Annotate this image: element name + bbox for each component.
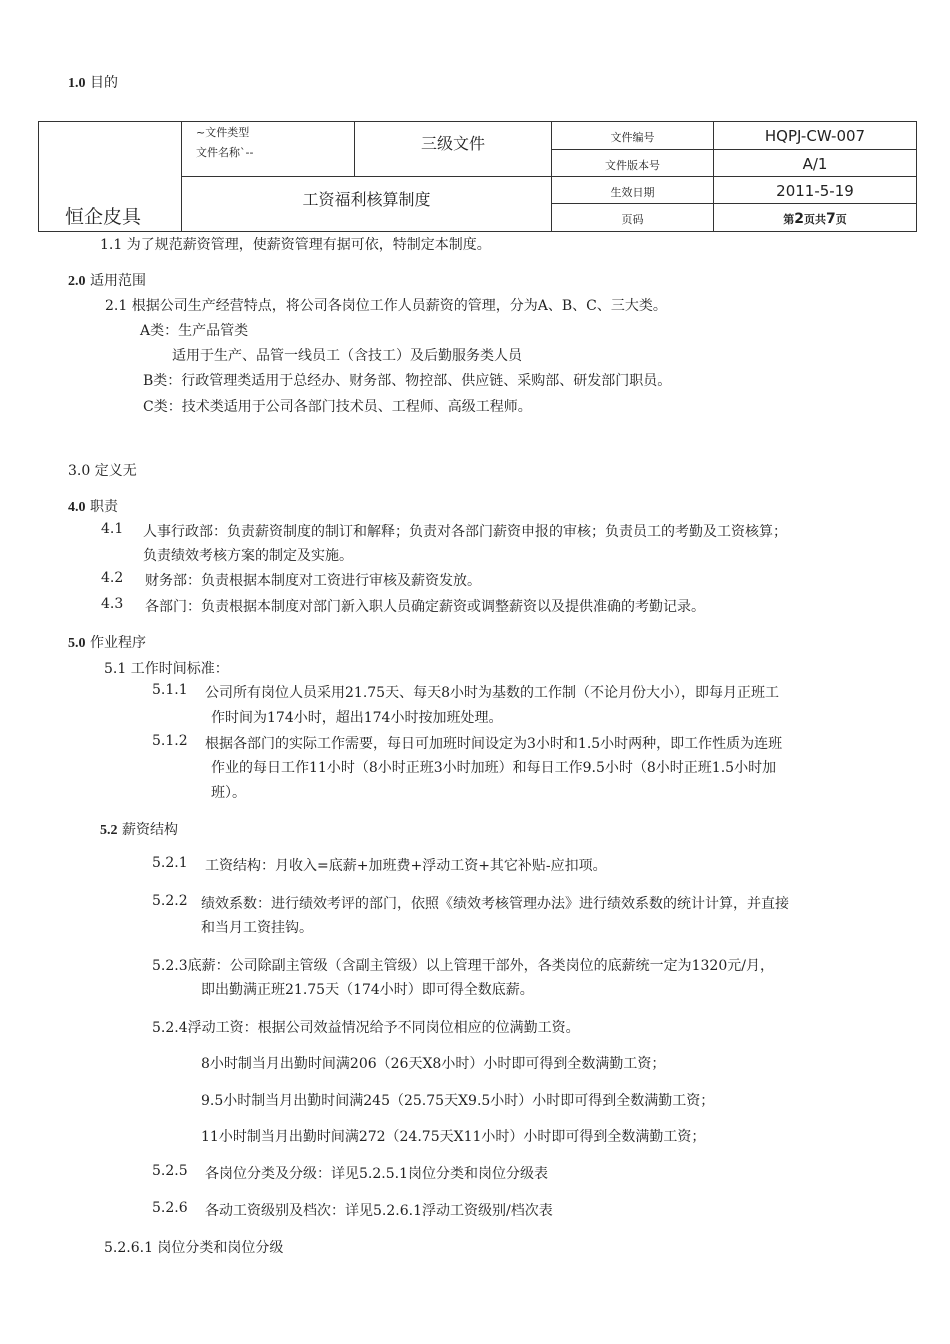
version-label: 文件版本号	[605, 158, 660, 172]
class-a-desc: 适用于生产、品管一线员工（含技工）及后勤服务类人员	[172, 348, 522, 364]
page-mid: 页共	[804, 213, 826, 226]
doc-label-cell	[182, 122, 355, 177]
doc-name-label: 文件名称`--	[196, 146, 254, 159]
item-4-1-line2: 负责绩效考核方案的制定及实施。	[143, 548, 353, 564]
item-5-2-6: 各动工资级别及档次：详见5.2.6.1浮动工资级别/档次表	[205, 1203, 553, 1219]
section-2-heading	[68, 270, 146, 290]
item-5-1-2-line2: 作业的每日工作11小时（8小时正班3小时加班）和每日工作9.5小时（8小时正班1.5小时加	[211, 760, 777, 776]
section-number: 2.0	[68, 274, 86, 289]
item-5-2-5: 各岗位分类及分级：详见5.2.5.1岗位分类和岗位分级表	[205, 1166, 548, 1182]
doc-no-label: 文件编号	[610, 131, 655, 144]
item-number: 5.2.4	[152, 1020, 188, 1036]
section-number: 4.0	[68, 500, 86, 515]
item-5-1-2-line1: 根据各部门的实际工作需要，每日可加班时间设定为3小时和1.5小时两种，即工作性质为连班	[205, 736, 783, 752]
item-5-2-6-1: 5.2.6.1 岗位分类和岗位分级	[104, 1240, 284, 1256]
doc-no: HQPJ-CW-007	[764, 127, 866, 145]
section-number: 5.0	[68, 636, 86, 651]
section-title: 职责	[89, 499, 118, 515]
version: A/1	[802, 154, 828, 173]
item-5-2-3	[152, 955, 774, 975]
page-label-cell	[552, 204, 714, 232]
item-5-2-3-line2: 即出勤满正班21.75天（174小时）即可得全数底薪。	[201, 982, 534, 998]
version-cell	[714, 150, 917, 177]
item-4-3: 各部门：负责根据本制度对部门新入职人员确定薪资或调整薪资以及提供准确的考勤记录。	[145, 599, 705, 615]
item-text: 浮动工资：根据公司效益情况给予不同岗位相应的位满勤工资。	[187, 1020, 580, 1036]
class-b: B类：行政管理类适用于总经办、财务部、物控部、供应链、采购部、研发部门职员。	[143, 373, 672, 389]
item-5-2-1-num: 5.2.1	[152, 855, 188, 871]
item-5-2-2-num: 5.2.2	[152, 893, 188, 909]
item-5-2-2-line1: 绩效系数：进行绩效考评的部门，依照《绩效考核管理办法》进行绩效系数的统计计算，并直接	[201, 896, 789, 912]
page-num: 2	[794, 211, 804, 227]
class-c: C类：技术类适用于公司各部门技术员、工程师、高级工程师。	[143, 399, 532, 415]
section-title: 目的	[89, 75, 118, 91]
item-5-1-2-num: 5.1.2	[152, 733, 188, 749]
doc-type-label: ~文件类型	[196, 126, 250, 139]
doc-no-label-cell	[552, 122, 714, 150]
item-4-1-num: 4.1	[101, 521, 124, 537]
page-cell	[714, 204, 917, 232]
item-5-1-1-num: 5.1.1	[152, 682, 188, 698]
title-cell	[182, 177, 552, 232]
doc-title: 工资福利核算制度	[302, 190, 431, 209]
para-2-1: 2.1 根据公司生产经营特点，将公司各岗位工作人员薪资的管理，分为A、B、C、三大类。	[105, 298, 667, 314]
section-3-heading: 3.0 定义无	[68, 463, 137, 479]
float-wage-11h: 11小时制当月出勤时间满272（24.75天X11小时）小时即可得到全数满勤工资；	[201, 1129, 706, 1145]
section-5-2-heading	[100, 819, 178, 839]
section-5-1: 5.1 工作时间标准：	[104, 661, 229, 677]
float-wage-9-5h: 9.5小时制当月出勤时间满245（25.75天X9.5小时）小时即可得到全数满勤工资；	[201, 1093, 715, 1109]
section-number: 5.2	[100, 823, 118, 838]
doc-no-cell	[714, 122, 917, 150]
effective-cell	[714, 177, 917, 204]
item-4-3-num: 4.3	[101, 596, 124, 612]
doc-level: 三级文件	[420, 134, 485, 153]
section-title: 作业程序	[89, 635, 146, 651]
effective-label-cell	[552, 177, 714, 204]
level-cell	[355, 122, 552, 177]
section-title: 适用范围	[89, 273, 146, 289]
section-4-heading	[68, 496, 118, 516]
page-label: 页码	[621, 213, 644, 226]
float-wage-8h: 8小时制当月出勤时间满206（26天X8小时）小时即可得到全数满勤工资；	[201, 1056, 666, 1072]
item-5-1-2-line3: 班）。	[211, 785, 246, 801]
item-5-2-4	[152, 1017, 580, 1037]
page-pre: 第	[783, 213, 795, 226]
section-1-heading	[68, 72, 118, 92]
page-post: 页	[835, 213, 847, 226]
item-text: 底薪：公司除副主管级（含副主管级）以上管理干部外，各类岗位的底薪统一定为1320元/月，	[187, 958, 774, 974]
document-header-table	[38, 121, 917, 232]
item-5-1-1-line2: 作时间为174小时，超出174小时按加班处理。	[211, 710, 503, 726]
item-4-2: 财务部：负责根据本制度对工资进行审核及薪资发放。	[145, 573, 481, 589]
section-number: 1.0	[68, 76, 86, 91]
section-5-heading	[68, 632, 146, 652]
version-label-cell	[552, 150, 714, 177]
item-5-2-6-num: 5.2.6	[152, 1200, 188, 1216]
item-5-2-1: 工资结构：月收入=底薪+加班费+浮动工资+其它补贴-应扣项。	[205, 858, 607, 874]
page-total: 7	[826, 211, 836, 227]
item-5-1-1-line1: 公司所有岗位人员采用21.75天、每天8小时为基数的工作制（不论月份大小），即每月正班工	[205, 685, 779, 701]
effective-date: 2011-5-19	[776, 181, 854, 200]
effective-label: 生效日期	[610, 185, 655, 199]
class-a: A类：生产品管类	[140, 323, 249, 339]
item-number: 5.2.3	[152, 958, 188, 974]
item-5-2-2-line2: 和当月工资挂钩。	[201, 920, 313, 936]
item-5-2-5-num: 5.2.5	[152, 1163, 188, 1179]
para-1-1: 1.1 为了规范薪资管理，使薪资管理有据可依，特制定本制度。	[100, 237, 491, 253]
section-title: 薪资结构	[121, 822, 178, 838]
company-name: 恒企皮具	[65, 206, 142, 228]
company-cell	[39, 122, 182, 232]
item-4-1-line1: 人事行政部：负责薪资制度的制订和解释；负责对各部门薪资申报的审核；负责员工的考勤及工资核算；	[143, 524, 787, 540]
item-4-2-num: 4.2	[101, 570, 124, 586]
